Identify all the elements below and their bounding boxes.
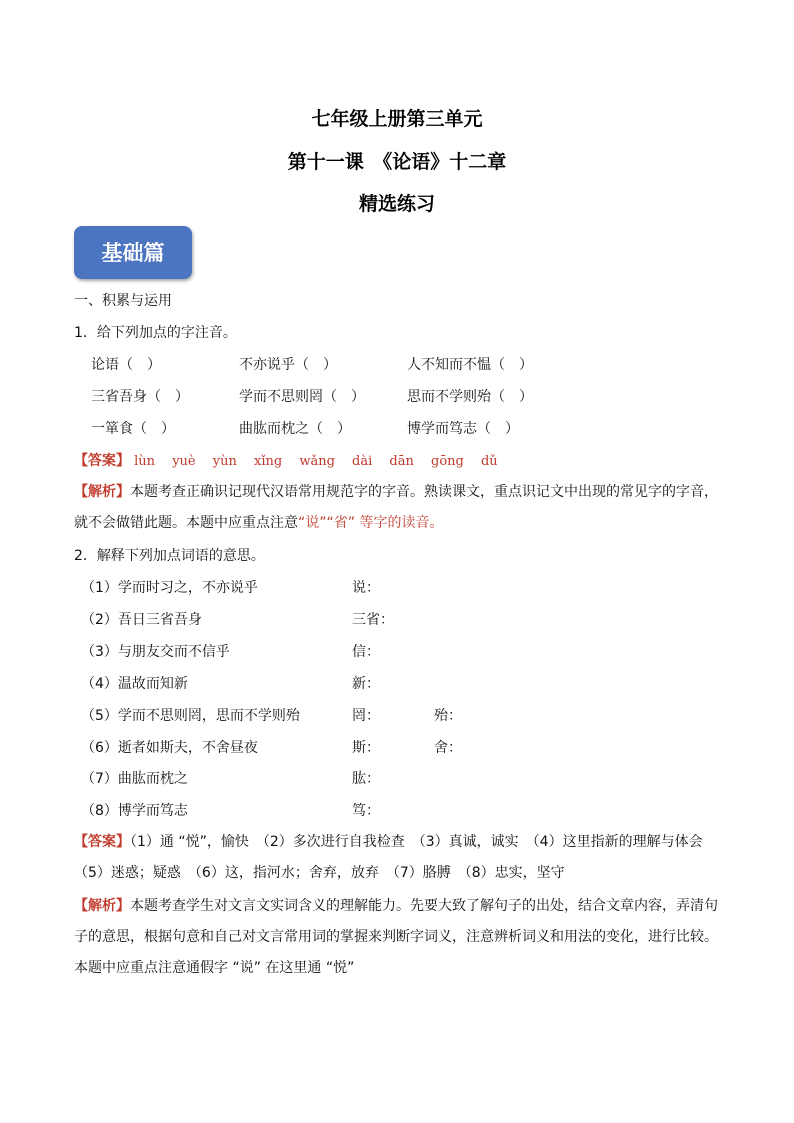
analysis-tag: 【解析】 [74, 484, 130, 500]
q1-item: 学而不思则罔（ ） [239, 389, 365, 405]
q1-analysis [74, 477, 724, 539]
pinyin: dān [389, 454, 414, 469]
q1-item: 不亦说乎（ ） [239, 357, 337, 373]
q2-sentence: （6）逝者如斯夫，不舍昼夜 [81, 740, 258, 756]
analysis-text: 就不会做错此题。本题中应重点注意 [74, 515, 298, 531]
q2-analysis [74, 891, 724, 984]
q1-prompt: 1．给下列加点的字注音。 [74, 325, 237, 341]
q2-answer [74, 827, 724, 889]
q2-sentence: （5）学而不思则罔，思而不学则殆 [81, 708, 300, 724]
q1-item: 三省吾身（ ） [91, 389, 189, 405]
pinyin: xǐng [253, 454, 283, 469]
q2-sentence: （1）学而时习之，不亦说乎 [81, 580, 258, 596]
q2-word: 笃： [352, 803, 380, 819]
analysis-tag: 【解析】 [74, 898, 130, 914]
answer-text: （1）通 “悦”，愉快 （2）多次进行自我检查 （3）真诚，诚实 （4）这里指新的理解与体会 [130, 834, 703, 850]
pinyin: yuè [172, 454, 196, 469]
q2-word: 新： [352, 676, 380, 692]
q2-sentence: （4）温故而知新 [81, 676, 188, 692]
q2-word: 说： [352, 580, 380, 596]
q2-prompt: 2．解释下列加点词语的意思。 [74, 548, 265, 564]
analysis-text: 本题考查学生对文言文实词含义的理解能力。先要大致了解句子的出处，结合文章内容，弄清句 [130, 898, 718, 914]
q2-word: 殆： [434, 708, 462, 724]
q2-word: 三省： [352, 612, 394, 628]
document-title: 七年级上册第三单元 [311, 108, 483, 130]
exercise-title: 精选练习 [358, 193, 435, 215]
q2-sentence: （7）曲肱而枕之 [81, 771, 188, 787]
pinyin: lùn [134, 454, 156, 469]
analysis-text: 本题中应重点注意通假字 “说” 在这里通 “悦” [74, 960, 355, 976]
q2-word: 斯： [352, 740, 380, 756]
q1-item: 博学而笃志（ ） [407, 421, 519, 437]
pinyin: dǔ [480, 454, 498, 469]
analysis-highlight: “说”“省” 等字的读音。 [298, 515, 444, 531]
q1-answer [74, 451, 511, 472]
analysis-text: 本题考查正确识记现代汉语常用规范字的字音。熟读课文，重点识记文中出现的常见字的字音， [130, 484, 718, 500]
q2-sentence: （8）博学而笃志 [81, 803, 188, 819]
q1-item: 论语（ ） [91, 357, 161, 373]
analysis-text: 子的意思，根据句意和自己对文言常用词的掌握来判断字词义，注意辨析词义和用法的变化，进行比较。 [74, 929, 718, 945]
answer-tag: 【答案】 [74, 453, 130, 469]
answer-text: （5）迷惑；疑惑 （6）这，指河水；舍弃，放弃 （7）胳膊 （8）忠实，坚守 [74, 865, 565, 881]
lesson-title: 第十一课 《论语》十二章 [287, 151, 507, 173]
q2-sentence: （2）吾日三省吾身 [81, 612, 202, 628]
q2-word: 罔： [352, 708, 380, 724]
pinyin: yùn [212, 454, 237, 469]
answer-tag: 【答案】 [74, 834, 130, 850]
section-heading: 一、积累与运用 [74, 293, 172, 309]
q1-item: 曲肱而枕之（ ） [239, 421, 351, 437]
q2-word: 信： [352, 644, 380, 660]
pinyin: wǎng [299, 454, 335, 469]
q1-item: 一箪食（ ） [91, 421, 175, 437]
q1-item: 人不知而不愠（ ） [407, 357, 533, 373]
pinyin: gōng [431, 454, 464, 469]
section-badge: 基础篇 [74, 226, 192, 279]
q2-word: 肱： [352, 771, 380, 787]
pinyin: dài [352, 454, 373, 469]
q2-word: 舍： [434, 740, 462, 756]
q1-item: 思而不学则殆（ ） [407, 389, 533, 405]
q2-sentence: （3）与朋友交而不信乎 [81, 644, 230, 660]
